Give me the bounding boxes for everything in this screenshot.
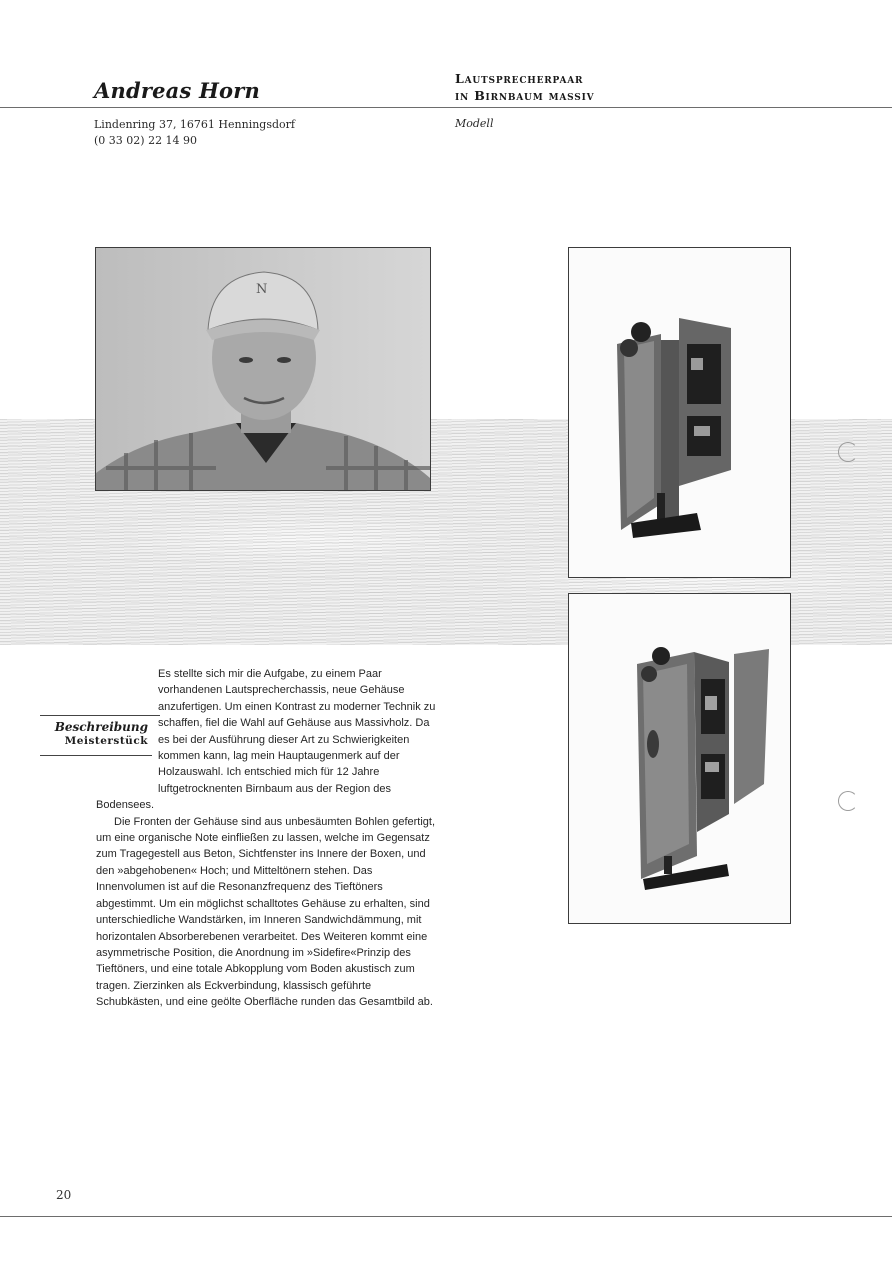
portrait-photo: [95, 247, 431, 491]
speaker-photo-front: [568, 247, 791, 578]
address: [94, 117, 295, 149]
header-rule: [0, 107, 892, 108]
speaker-photo-side: [568, 593, 791, 924]
author-name: Andreas Horn: [94, 78, 260, 103]
category-label: Modell: [455, 117, 494, 130]
address-street: Lindenring 37, 16761 Henningsdorf: [94, 118, 295, 131]
project-title-line1: Lautsprecherpaar: [455, 71, 584, 86]
punch-hole-bottom: [838, 791, 858, 811]
footer-rule: [0, 1216, 892, 1217]
project-title: [455, 70, 594, 104]
description-text: [96, 666, 440, 1011]
svg-text:N: N: [256, 282, 268, 297]
project-title-line2: in Birnbaum massiv: [455, 88, 595, 103]
side-label-meisterstueck: Meisterstück: [64, 735, 148, 747]
speaker-illustration-side: [569, 594, 790, 923]
speaker-illustration-front: [569, 248, 790, 577]
punch-hole-top: [838, 442, 858, 462]
description-paragraph-2: Die Fronten der Gehäuse sind aus unbesäumten Bohlen gefertigt, um eine organische Note einfließen zu lassen, welche im Gegensatz zum Tragegestell aus Beton, Sichtfenster ins Innere der Boxen, und den »abgehobenen« Hoch; und Mitteltönern stehen. Das Innenvolumen ist auf die Resonanzfrequenz des Tieftöners abgestimmt. Um ein möglichst schalltotes Gehäuse zu erhalten, sind unterschiedliche Wandstärken, im Inneren Sandwichdämmung, mit horizontalen Absorberebenen verarbeitet. Des Weiteren kommt eine asymmetrische Position, die Anordnung im »Sidefire«Prinzip des Tieftöners, und eine totale Abkopplung vom Boden akustisch zum tragen. Zierzinken als Eckverbindung, klassisch geführte Schubkästen, und eine geölte Oberfläche runden das Gesamtbild ab.: [96, 815, 436, 1009]
side-label-beschreibung: Beschreibung: [54, 720, 148, 734]
page-number: 20: [56, 1188, 72, 1202]
description-paragraph-1: Es stellte sich mir die Aufgabe, zu einem Paar vorhandenen Lautsprecherchassis, neue Gehäuse anzufertigen. Um einen Kontrast zu moderner Technik zu schaffen, fiel die Wahl auf Gehäuse aus Massivholz. Da es bei der Ausführung dieser Art zu Schwierigkeiten kommen kann, lag mein Hauptaugenmerk auf der Holzauswahl. Ich entschied mich für 12 Jahre luftgetrocknenten Birnbaum aus der Region des Bodensees.: [96, 668, 436, 812]
portrait-illustration: [96, 248, 430, 490]
address-phone: (0 33 02) 22 14 90: [94, 134, 198, 147]
